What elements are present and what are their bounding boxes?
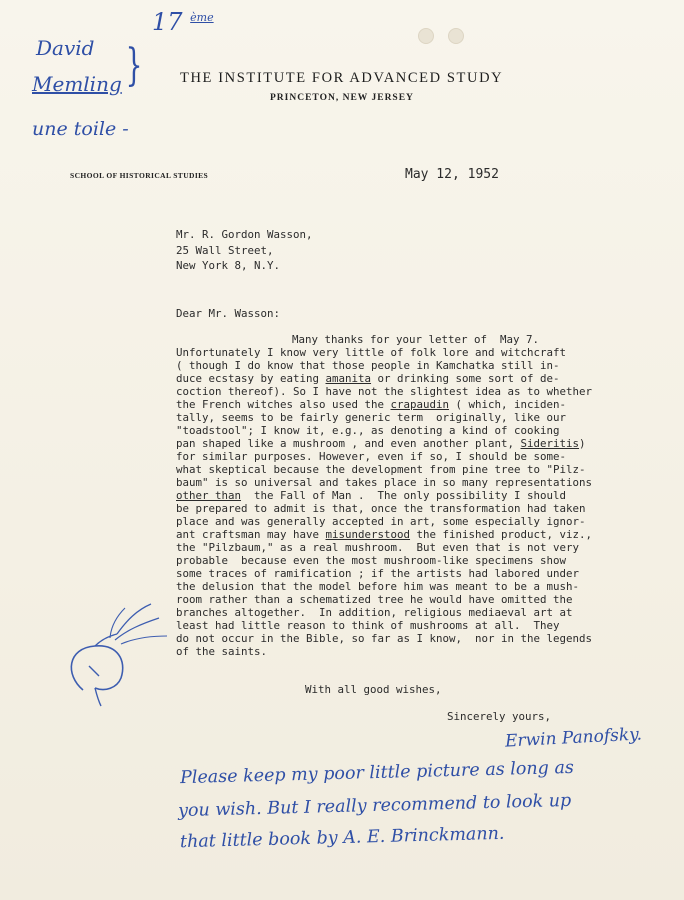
body-line: the delusion that the model before him was meant to be a mush- [176,580,580,593]
body-line: duce ecstasy by eating amanita or drinking some sort of de- [176,372,560,385]
body-line: what skeptical because the development from pine tree to "Pilz- [176,463,586,476]
body-line: for similar purposes. However, even if so, I should be some- [176,450,567,463]
body-line: tally, seems to be fairly generic term originally, like our [176,411,567,424]
letter-date: May 12, 1952 [405,167,499,182]
handwritten-brace: } [125,40,143,91]
postscript-line: you wish. But I really recommend to look up [177,790,572,822]
letterhead-title: THE INSTITUTE FOR ADVANCED STUDY [180,70,504,86]
punch-hole [418,28,434,44]
body-line: "toadstool"; I know it, e.g., as denoting a kind of cooking [176,424,560,437]
body-line: probable because even the most mushroom-like specimens show [176,554,567,567]
body-line: coction thereof). So I have not the slightest idea as to whether [176,385,593,398]
body-line: room rather than a schematized tree he would have omitted the [176,593,573,606]
recipient-name: Mr. R. Gordon Wasson, [176,228,313,241]
closing-sincerely: Sincerely yours, [447,710,552,723]
letterhead-place: PRINCETON, NEW JERSEY [270,93,414,103]
recipient-street: 25 Wall Street, [176,244,274,257]
body-line: least had little reason to think of mushrooms at all. They [176,619,560,632]
body-line: branches altogether. In addition, religious mediaeval art at [176,606,573,619]
body-line: of the saints. [176,645,268,658]
salutation: Dear Mr. Wasson: [176,307,281,320]
handwritten-note-toile: une toile - [32,118,129,140]
mushroom-sketch-icon [55,600,175,710]
body-line: other than the Fall of Man . The only possibility I should [176,489,567,502]
handwritten-number: 17 $^{ème}$ [152,8,214,36]
body-line: the "Pilzbaum," as a real mushroom. But even that is not very [176,541,580,554]
body-line: be prepared to admit is that, once the transformation had taken [176,502,586,515]
closing-wishes: With all good wishes, [305,683,442,696]
body-line: baum" is so universal and takes place in so many representations [176,476,593,489]
signature: Erwin Panofsky. [504,724,643,752]
postscript-line: that little book by A. E. Brinckmann. [179,823,505,853]
school-name: SCHOOL OF HISTORICAL STUDIES [70,171,209,180]
body-line: the French witches also used the crapaudin ( which, inciden- [176,398,567,411]
body-line: some traces of ramification ; if the artists had labored under [176,567,580,580]
body-line: pan shaped like a mushroom , and even another plant, Sideritis) [176,437,586,450]
body-line: ( though I do know that those people in Kamchatka still in- [176,359,560,372]
body-line: Unfortunately I know very little of folk lore and witchcraft [176,346,567,359]
body-line: ant craftsman may have misunderstood the finished product, viz., [176,528,593,541]
body-line: place and was generally accepted in art, some especially ignor- [176,515,586,528]
body-line: Many thanks for your letter of May 7. [292,333,540,346]
recipient-city: New York 8, N.Y. [176,259,281,272]
handwritten-name-david: David [36,36,95,60]
body-line: do not occur in the Bible, so far as I know, nor in the legends [176,632,593,645]
handwritten-name-memling: Memling [32,72,122,96]
punch-hole [448,28,464,44]
postscript-line: Please keep my poor little picture as long as [179,757,575,789]
